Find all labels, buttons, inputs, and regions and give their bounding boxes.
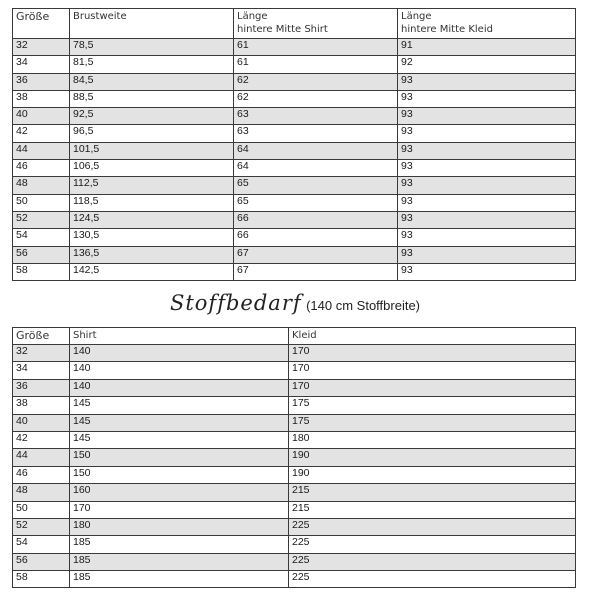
table-row: [13, 431, 576, 448]
dress-fabric-cell: 190: [289, 466, 576, 483]
table-row: [13, 397, 576, 414]
fabric-requirement-table: [12, 327, 576, 588]
dress-fabric-cell: 175: [289, 414, 576, 431]
shirt-fabric-cell: 185: [70, 553, 289, 570]
table-row: [13, 229, 576, 246]
dress-length-cell: 93: [398, 108, 576, 125]
size-cell: 50: [13, 501, 70, 518]
shirt-length-cell: 64: [234, 142, 398, 159]
shirt-length-cell: 63: [234, 108, 398, 125]
size-cell: 34: [13, 56, 70, 73]
table-row: [13, 108, 576, 125]
size-cell: 40: [13, 414, 70, 431]
chest-cell: 84,5: [70, 73, 234, 90]
shirt-fabric-cell: 170: [70, 501, 289, 518]
shirt-length-cell: 67: [234, 263, 398, 280]
shirt-length-header: [234, 9, 398, 39]
shirt-fabric-cell: 140: [70, 345, 289, 362]
dress-length-cell: 93: [398, 90, 576, 107]
dress-length-header: [398, 9, 576, 39]
chest-cell: 101,5: [70, 142, 234, 159]
table-row: [13, 177, 576, 194]
dress-length-cell: 93: [398, 263, 576, 280]
size-chart-header-row: [13, 9, 576, 39]
dress-fabric-cell: 170: [289, 379, 576, 396]
shirt-length-cell: 67: [234, 246, 398, 263]
fabric-size-header: Größe: [13, 328, 70, 345]
dress-length-cell: 93: [398, 211, 576, 228]
table-row: [13, 246, 576, 263]
size-cell: 56: [13, 553, 70, 570]
table-row: [13, 553, 576, 570]
table-row: [13, 501, 576, 518]
size-cell: 46: [13, 160, 70, 177]
table-row: [13, 345, 576, 362]
shirt-fabric-cell: 185: [70, 536, 289, 553]
table-row: [13, 466, 576, 483]
table-row: [13, 362, 576, 379]
size-cell: 38: [13, 397, 70, 414]
dress-length-cell: 93: [398, 229, 576, 246]
table-row: [13, 518, 576, 535]
chest-cell: 142,5: [70, 263, 234, 280]
dress-fabric-cell: 175: [289, 397, 576, 414]
table-row: [13, 90, 576, 107]
shirt-fabric-cell: 145: [70, 431, 289, 448]
shirt-fabric-cell: 160: [70, 484, 289, 501]
size-cell: 46: [13, 466, 70, 483]
chest-cell: 78,5: [70, 39, 234, 56]
dress-length-cell: 92: [398, 56, 576, 73]
size-cell: 50: [13, 194, 70, 211]
shirt-length-header-line1: Länge: [237, 11, 268, 22]
dress-fabric-cell: 225: [289, 553, 576, 570]
dress-length-header-line2: hintere Mitte Kleid: [401, 24, 493, 35]
shirt-fabric-cell: 185: [70, 571, 289, 588]
shirt-fabric-cell: 180: [70, 518, 289, 535]
size-cell: 42: [13, 125, 70, 142]
chest-cell: 112,5: [70, 177, 234, 194]
fabric-table-body: [13, 345, 576, 588]
size-cell: 48: [13, 177, 70, 194]
size-cell: 52: [13, 211, 70, 228]
chest-cell: 136,5: [70, 246, 234, 263]
dress-length-cell: 93: [398, 125, 576, 142]
table-row: [13, 160, 576, 177]
chest-cell: 96,5: [70, 125, 234, 142]
dress-fabric-cell: 190: [289, 449, 576, 466]
table-row: [13, 125, 576, 142]
size-cell: 32: [13, 39, 70, 56]
size-cell: 38: [13, 90, 70, 107]
table-row: [13, 263, 576, 280]
table-row: [13, 379, 576, 396]
dress-length-cell: 93: [398, 194, 576, 211]
size-cell: 34: [13, 362, 70, 379]
table-row: [13, 39, 576, 56]
shirt-length-cell: 63: [234, 125, 398, 142]
shirt-length-cell: 66: [234, 229, 398, 246]
table-row: [13, 211, 576, 228]
size-cell: 44: [13, 142, 70, 159]
size-chart-table: [12, 8, 576, 281]
shirt-fabric-cell: 140: [70, 362, 289, 379]
size-cell: 40: [13, 108, 70, 125]
size-cell: 52: [13, 518, 70, 535]
size-cell: 58: [13, 571, 70, 588]
table-row: [13, 414, 576, 431]
dress-length-cell: 93: [398, 246, 576, 263]
shirt-length-cell: 61: [234, 56, 398, 73]
dress-fabric-cell: 180: [289, 431, 576, 448]
table-row: [13, 571, 576, 588]
fabric-table-header-row: [13, 328, 576, 345]
dress-length-cell: 93: [398, 160, 576, 177]
fabric-dress-header: Kleid: [289, 328, 576, 345]
chest-cell: 130,5: [70, 229, 234, 246]
size-cell: 54: [13, 229, 70, 246]
chest-cell: 106,5: [70, 160, 234, 177]
size-chart-body: [13, 39, 576, 281]
table-row: [13, 449, 576, 466]
dress-length-cell: 91: [398, 39, 576, 56]
dress-fabric-cell: 170: [289, 345, 576, 362]
shirt-fabric-cell: 150: [70, 466, 289, 483]
shirt-length-header-line2: hintere Mitte Shirt: [237, 24, 328, 35]
shirt-fabric-cell: 145: [70, 414, 289, 431]
fabric-width-note: (140 cm Stoffbreite): [306, 298, 421, 313]
size-cell: 36: [13, 73, 70, 90]
chest-cell: 124,5: [70, 211, 234, 228]
size-cell: 36: [13, 379, 70, 396]
table-row: [13, 484, 576, 501]
chest-header: Brustweite: [70, 9, 234, 39]
size-cell: 44: [13, 449, 70, 466]
size-cell: 42: [13, 431, 70, 448]
size-cell: 54: [13, 536, 70, 553]
chest-cell: 81,5: [70, 56, 234, 73]
shirt-length-cell: 64: [234, 160, 398, 177]
size-cell: 58: [13, 263, 70, 280]
chest-cell: 88,5: [70, 90, 234, 107]
dress-length-cell: 93: [398, 73, 576, 90]
shirt-length-cell: 65: [234, 194, 398, 211]
dress-fabric-cell: 170: [289, 362, 576, 379]
dress-fabric-cell: 225: [289, 571, 576, 588]
size-cell: 56: [13, 246, 70, 263]
fabric-requirement-caption: [0, 291, 590, 315]
shirt-length-cell: 62: [234, 73, 398, 90]
shirt-length-cell: 65: [234, 177, 398, 194]
dress-length-cell: 93: [398, 177, 576, 194]
dress-length-cell: 93: [398, 142, 576, 159]
table-row: [13, 56, 576, 73]
dress-fabric-cell: 225: [289, 536, 576, 553]
size-header: Größe: [13, 9, 70, 39]
fabric-shirt-header: Shirt: [70, 328, 289, 345]
table-row: [13, 194, 576, 211]
size-cell: 48: [13, 484, 70, 501]
shirt-length-cell: 66: [234, 211, 398, 228]
size-cell: 32: [13, 345, 70, 362]
shirt-length-cell: 61: [234, 39, 398, 56]
shirt-length-cell: 62: [234, 90, 398, 107]
shirt-fabric-cell: 150: [70, 449, 289, 466]
fabric-requirement-title: Stoffbedarf: [169, 291, 302, 315]
chest-cell: 118,5: [70, 194, 234, 211]
dress-fabric-cell: 215: [289, 501, 576, 518]
dress-fabric-cell: 225: [289, 518, 576, 535]
dress-fabric-cell: 215: [289, 484, 576, 501]
shirt-fabric-cell: 145: [70, 397, 289, 414]
chest-cell: 92,5: [70, 108, 234, 125]
table-row: [13, 142, 576, 159]
table-row: [13, 73, 576, 90]
table-row: [13, 536, 576, 553]
shirt-fabric-cell: 140: [70, 379, 289, 396]
dress-length-header-line1: Länge: [401, 11, 432, 22]
